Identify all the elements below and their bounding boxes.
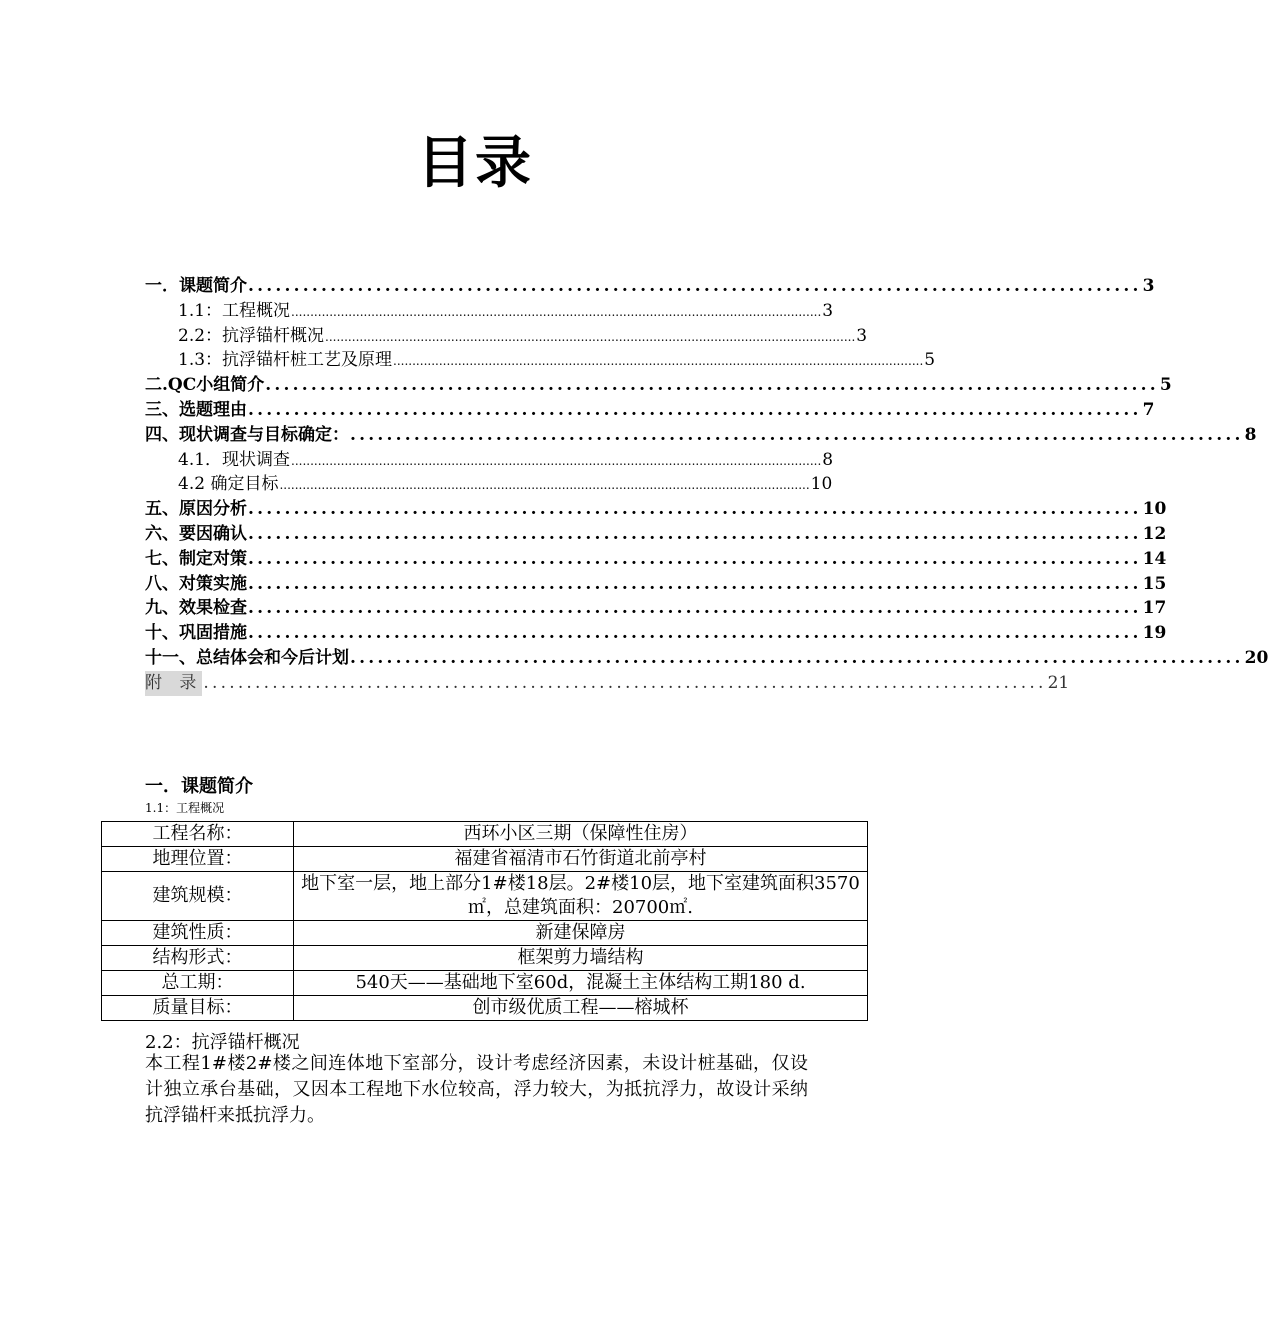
table-key: 结构形式： (102, 946, 294, 971)
table-key: 总工期： (102, 971, 294, 996)
toc-entry[interactable]: 4.2 确定目标 ........................................................................................................................................... 10 (178, 474, 833, 495)
table-row (102, 822, 868, 847)
toc-entry[interactable]: 三、选题理由 .................................................................................................. 7 (145, 399, 1155, 420)
table-row (102, 872, 868, 921)
table-value: 框架剪力墙结构 (294, 946, 868, 971)
toc-entry[interactable]: 1.1：工程概况 ........................................................................................................................................... 3 (178, 300, 834, 321)
toc-entry[interactable]: 1.3：抗浮锚杆桩工艺及原理 ........................................................................................................................................... 5 (178, 350, 936, 371)
toc-entry-appendix[interactable]: 附 录 .................................................................................................. 21 (145, 671, 805, 696)
table-row (102, 971, 868, 996)
toc-entry[interactable]: 七、制定对策 .................................................................................................. 14 (145, 548, 1167, 569)
toc-entry[interactable]: 五、原因分析 .................................................................................................. 10 (145, 499, 1167, 520)
table-row (102, 946, 868, 971)
table-value: 地下室一层，地上部分1#楼18层。2#楼10层，地下室建筑面积3570㎡，总建筑面积：20700㎡. (294, 872, 868, 921)
table-key: 建筑规模： (102, 872, 294, 921)
table-row (102, 921, 868, 946)
toc-entry[interactable]: 2.2：抗浮锚杆概况 ........................................................................................................................................... 3 (178, 325, 868, 346)
toc-entry[interactable]: 一．课题简介 .................................................................................................. 3 (145, 276, 1155, 296)
table-key: 工程名称： (102, 822, 294, 847)
toc-entry[interactable]: 十、巩固措施 .................................................................................................. 19 (145, 623, 1167, 644)
project-info-table (101, 821, 868, 1021)
table-key: 质量目标： (102, 996, 294, 1021)
body-paragraph: 本工程1#楼2#楼之间连体地下室部分，设计考虑经济因素，未设计桩基础，仅设计独立承台基础，又因本工程地下水位较高，浮力较大，为抵抗浮力，故设计采纳抗浮锚杆来抵抗浮力。 (145, 1053, 808, 1126)
table-key: 地理位置： (102, 847, 294, 872)
toc-title: 目录 (417, 130, 533, 196)
table-value: 福建省福清市石竹街道北前亭村 (294, 847, 868, 872)
section-heading: 一．课题简介 (145, 776, 253, 797)
table-row (102, 996, 868, 1021)
subsection-heading: 1.1：工程概况 (145, 801, 225, 815)
toc-entry[interactable]: 六、要因确认 .................................................................................................. 12 (145, 523, 1167, 544)
toc-entry[interactable]: 二.QC小组简介 .................................................................................................. 5 (145, 375, 1172, 396)
toc-entry[interactable]: 4.1．现状调查 ........................................................................................................................................... 8 (178, 449, 834, 470)
toc-entry[interactable]: 四、现状调查与目标确定： .................................................................................................. 8 (145, 424, 1257, 445)
table-value: 创市级优质工程——榕城杯 (294, 996, 868, 1021)
toc-entry[interactable]: 八、对策实施 .................................................................................................. 15 (145, 573, 1167, 594)
toc-entry[interactable]: 九、效果检查 .................................................................................................. 17 (145, 598, 1167, 619)
table-value: 西环小区三期（保障性住房） (294, 822, 868, 847)
table-row (102, 847, 868, 872)
table-value: 新建保障房 (294, 921, 868, 946)
table-of-contents (145, 274, 1268, 696)
table-key: 建筑性质： (102, 921, 294, 946)
toc-entry[interactable]: 十一、总结体会和今后计划 .................................................................................................. 20 (145, 647, 1268, 668)
table-value: 540天——基础地下室60d，混凝土主体结构工期180 d. (294, 971, 868, 996)
subsection-heading: 2.2：抗浮锚杆概况 (145, 1032, 300, 1053)
